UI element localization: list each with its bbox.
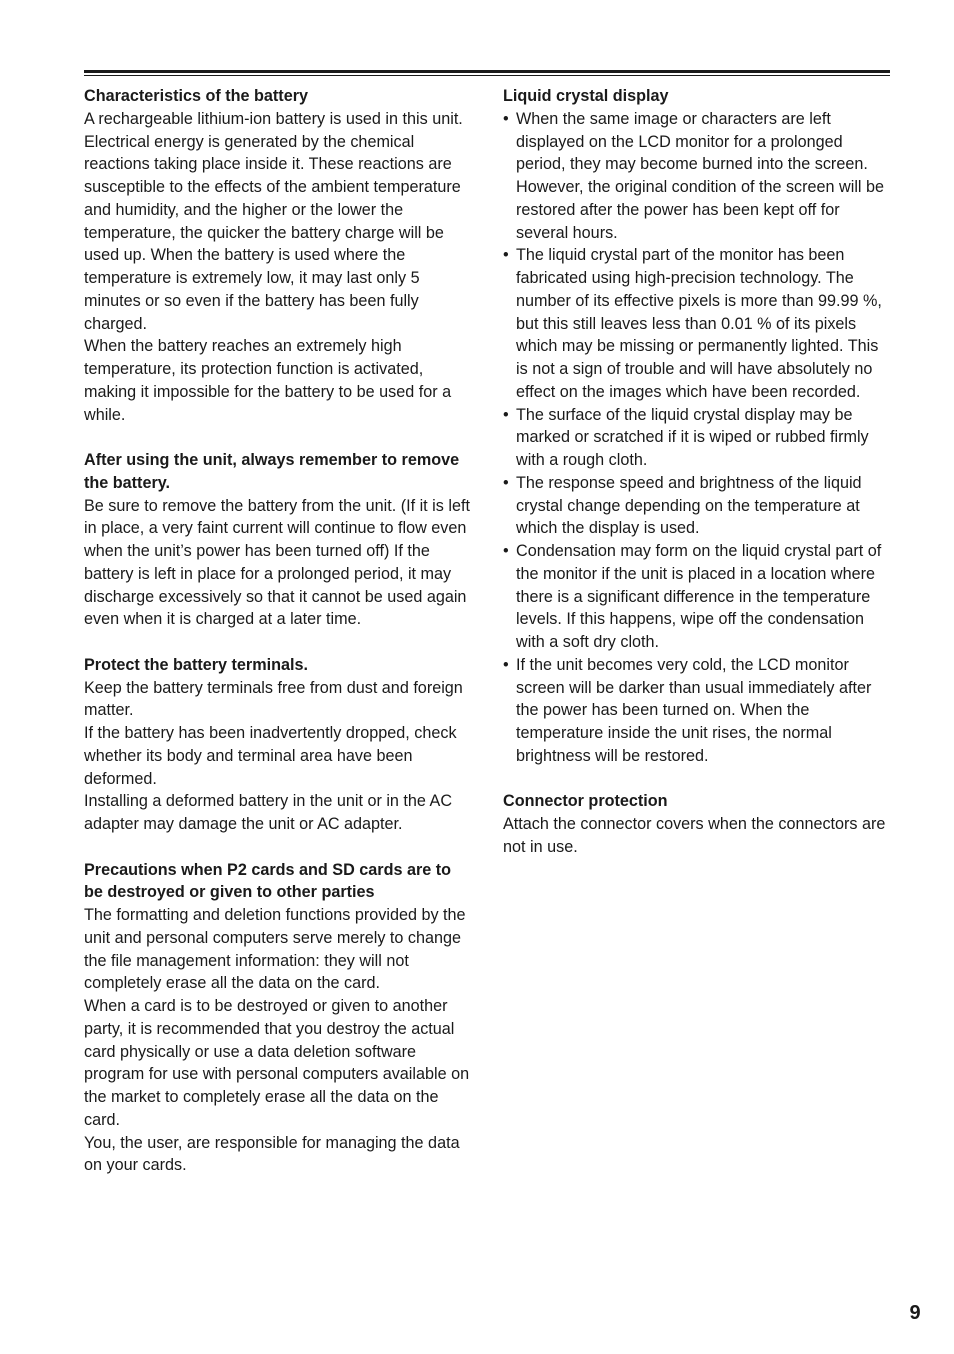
list-item: [503, 472, 893, 540]
list-item-text: If the unit becomes very cold, the LCD monitor screen will be darker than usual immediately after the power has been turned on. When the temperature inside the unit rises, the normal brightness will be restored.: [516, 655, 872, 765]
bullet-icon: •: [503, 109, 509, 128]
section-battery-characteristics: [84, 85, 474, 426]
bullet-list: [503, 108, 893, 768]
right-column: [503, 85, 893, 881]
header-rule-thick: [84, 70, 890, 73]
section-paragraph: Attach the connector covers when the connectors are not in use.: [503, 815, 886, 856]
section-paragraph: Be sure to remove the battery from the unit. (If it is left in place, a very faint current will continue to flow even when the unit’s power has been turned off) If the battery is left in place for a prolonged period, it may discharge excessively so that it cannot be used again even when it is charged at a later time.: [84, 496, 470, 629]
section-connector-protection: [503, 790, 893, 858]
section-paragraph: Keep the battery terminals free from dust and foreign matter.: [84, 678, 463, 720]
list-item-text: Condensation may form on the liquid crystal part of the monitor if the unit is placed in a location where there is a significant difference in the temperature levels. If this happens, wipe off the condensation with a soft dry cloth.: [516, 542, 882, 651]
section-paragraph: The formatting and deletion functions provided by the unit and personal computers serve merely to change the file management information: they will not completely erase all the data on the card.: [84, 906, 466, 993]
list-item-text: The surface of the liquid crystal display may be marked or scratched if it is wiped or rubbed firmly with a rough cloth.: [516, 405, 869, 469]
section-heading: Connector protection: [503, 792, 668, 811]
bullet-icon: •: [503, 655, 509, 674]
list-item: [503, 540, 893, 654]
bullet-icon: •: [503, 246, 509, 265]
section-paragraph: When a card is to be destroyed or given to another party, it is recommended that you destroy the actual card physically or use a data deletion software program for use with personal computers available on the market to completely erase all the data on the card.: [84, 997, 470, 1129]
bullet-icon: •: [503, 473, 509, 492]
bullet-icon: •: [503, 542, 509, 560]
page-number: 9: [909, 1302, 921, 1324]
header-rule-thin: [84, 75, 890, 76]
list-item: [503, 244, 893, 403]
section-paragraph: A rechargeable lithium-ion battery is used in this unit. Electrical energy is generated by the chemical reactions taking place inside it. These reactions are susceptible to the effects of the ambient temperature and humidity, and the higher or the lower the temperature, the quicker the battery charge will be used up. When the battery is used where the temperature is extremely low, it may last only 5 minutes or so even if the battery has been fully charged.: [84, 109, 463, 333]
section-paragraph: When the battery reaches an extremely high temperature, its protection function is activated, making it impossible for the battery to be used for a while.: [84, 337, 452, 424]
section-card-disposal: [84, 859, 474, 1178]
bullet-icon: •: [503, 405, 509, 424]
section-heading: Precautions when P2 cards and SD cards are to be destroyed or given to other parties: [84, 860, 452, 902]
section-battery-terminals: [84, 654, 474, 836]
section-heading: Characteristics of the battery: [84, 87, 309, 105]
list-item: [503, 654, 893, 768]
section-heading: Protect the battery terminals.: [84, 655, 308, 674]
list-item: [503, 404, 893, 472]
section-paragraph: If the battery has been inadvertently dropped, check whether its body and terminal area have been deformed.: [84, 724, 457, 788]
list-item-text: When the same image or characters are left displayed on the LCD monitor for a prolonged period, they may become burned into the screen. However, the original condition of the screen will be restored after the power has been kept off for several hours.: [516, 109, 885, 242]
section-heading: Liquid crystal display: [503, 87, 669, 105]
section-remove-battery: [84, 449, 474, 631]
list-item-text: The response speed and brightness of the liquid crystal change depending on the temperature at which the display is used.: [516, 473, 862, 538]
section-paragraph: Installing a deformed battery in the unit or in the AC adapter may damage the unit or AC adapter.: [84, 792, 453, 833]
list-item-text: The liquid crystal part of the monitor has been fabricated using high-precision technology. The number of its effective pixels is more than 99.99 %, but this still leaves less than 0.01 % of its pixels which may be missing or permanently lighted. This is not a sign of trouble and will have absolutely no effect on the images which have been recorded.: [516, 246, 882, 401]
section-heading: After using the unit, always remember to remove the battery.: [84, 451, 460, 492]
section-paragraph: You, the user, are responsible for managing the data on your cards.: [84, 1133, 460, 1175]
section-liquid-crystal-display: [503, 85, 893, 768]
left-column: [84, 85, 474, 1200]
list-item: [503, 108, 893, 245]
